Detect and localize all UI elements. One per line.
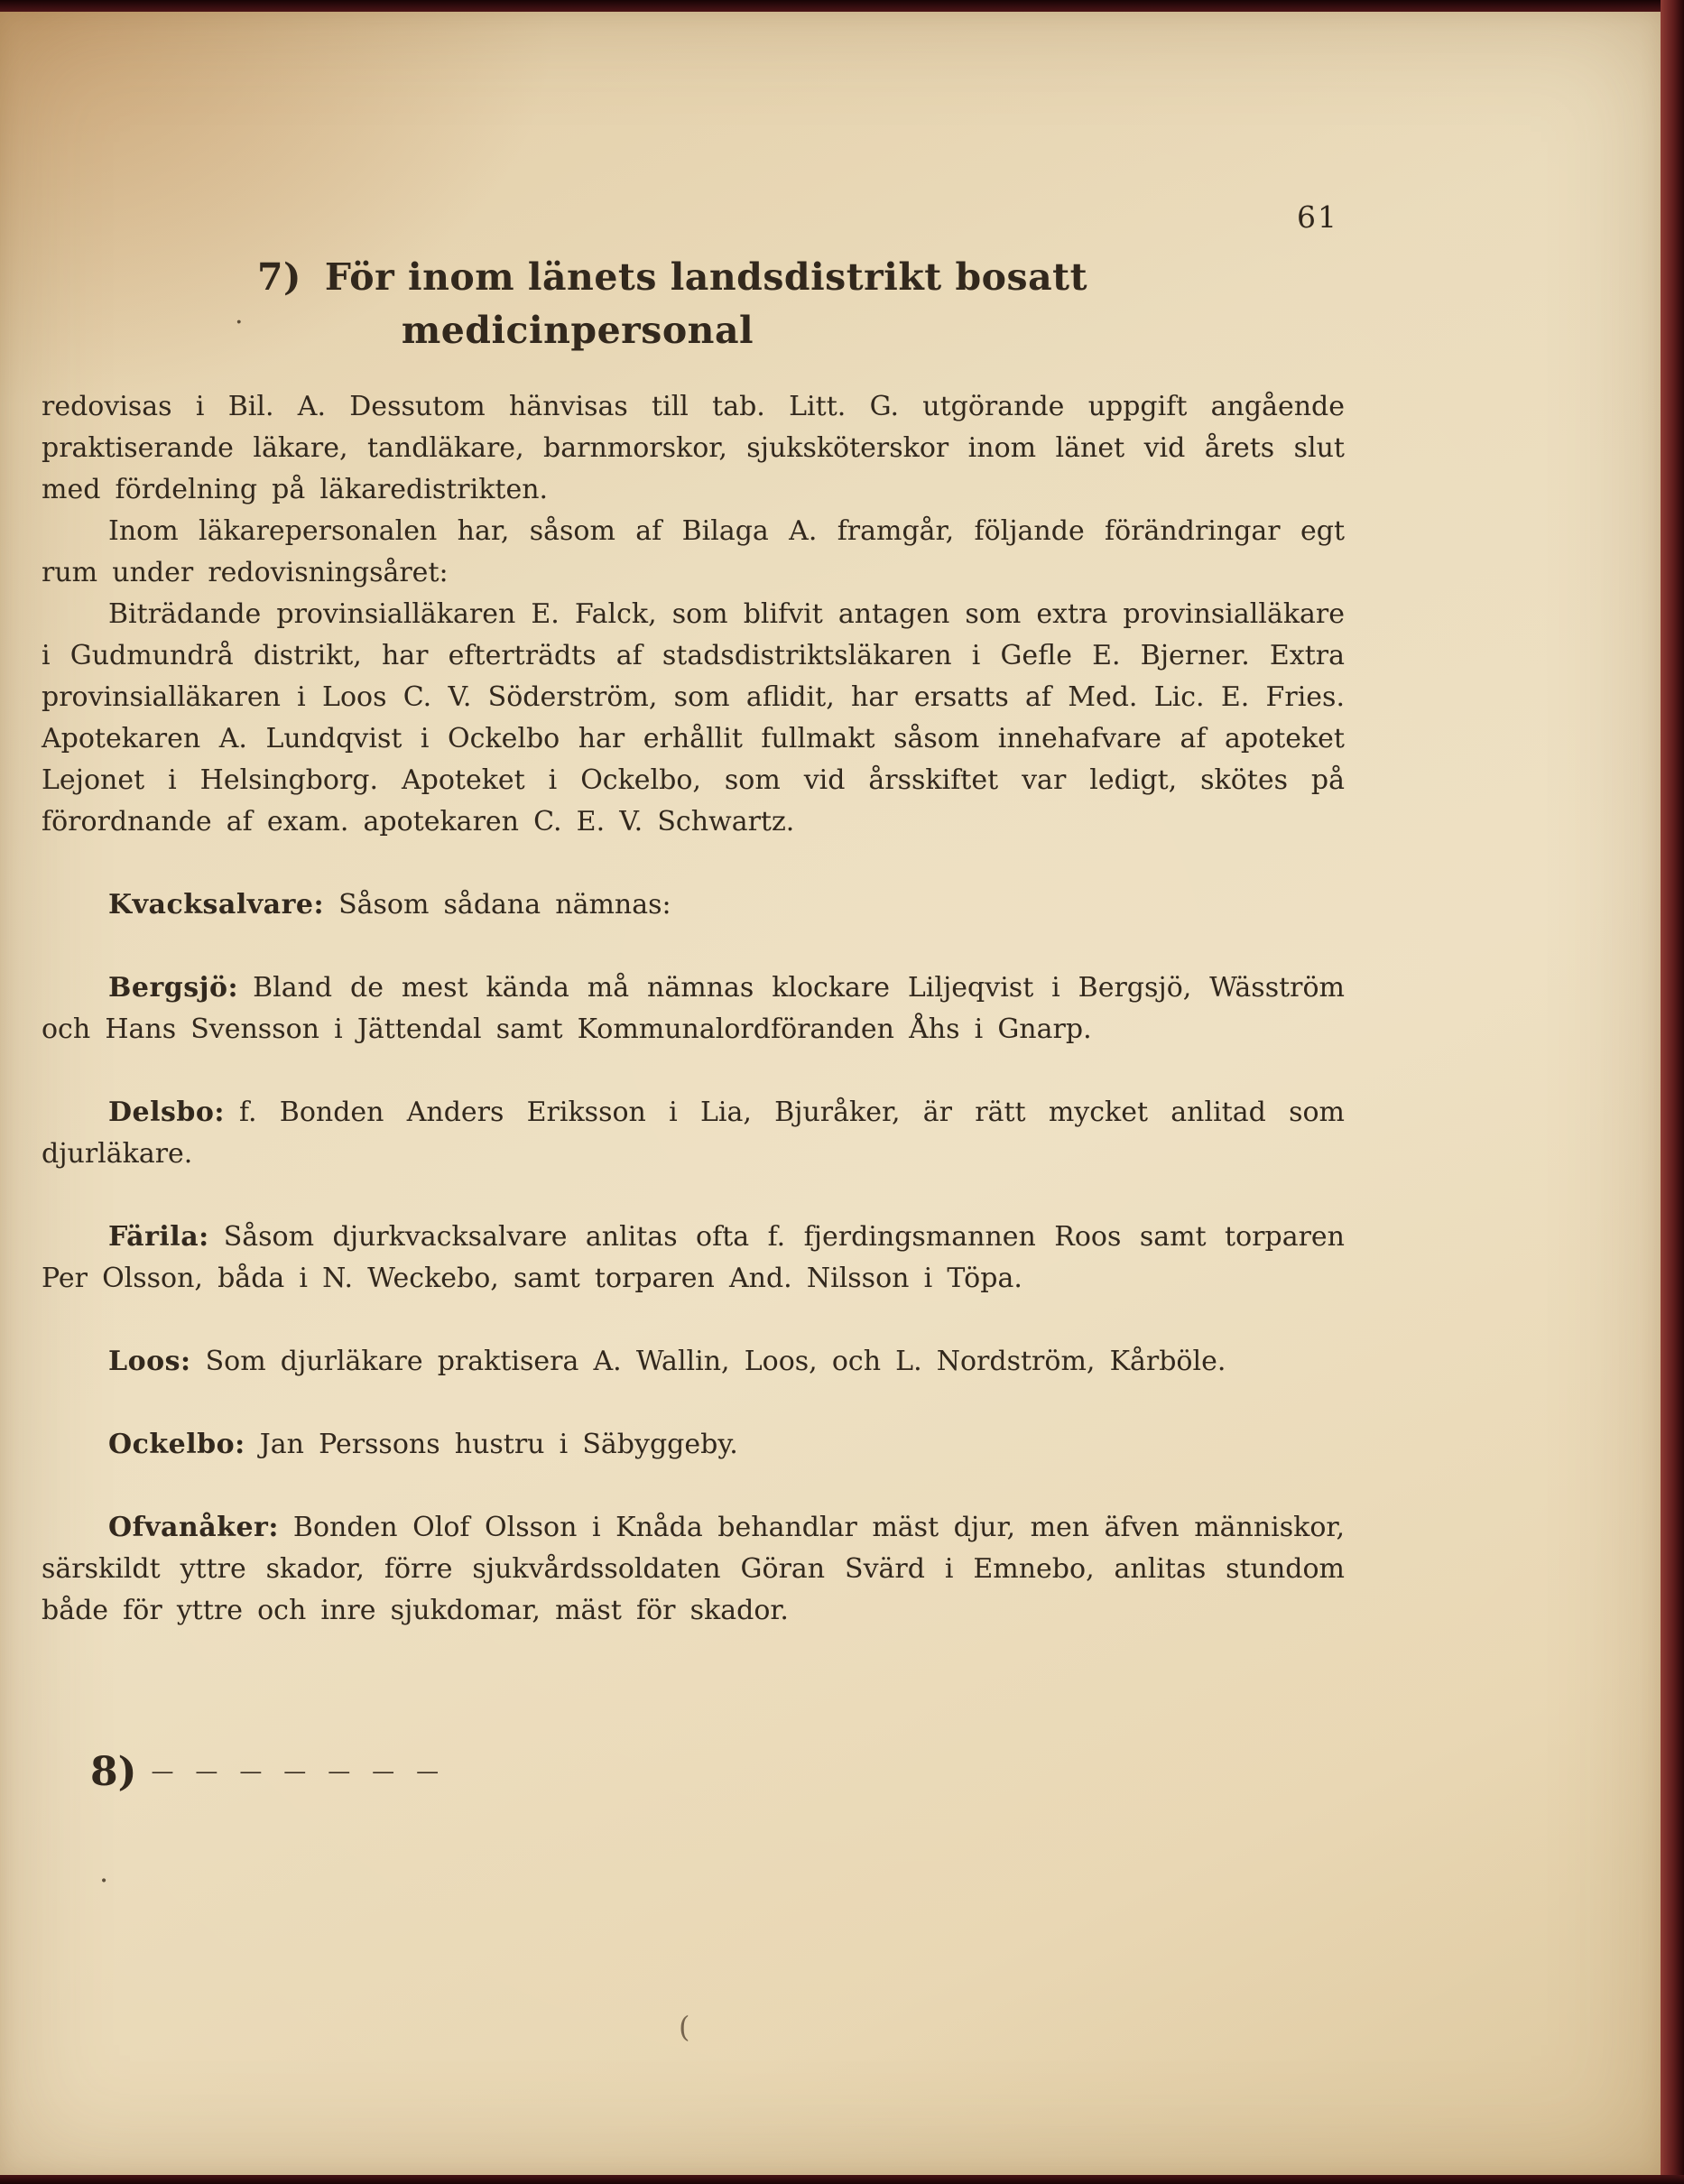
body-text-block: [42, 386, 1345, 1632]
section-paragraph-loos: [42, 1341, 1345, 1383]
section-text: Jan Perssons hustru i Säbyggeby.: [259, 1429, 738, 1460]
heading-line-1: [41, 251, 1304, 304]
page-number: 61: [1297, 199, 1338, 235]
heading-line-2: medicinpersonal: [401, 309, 754, 352]
book-cover-edge-top: [0, 0, 1684, 12]
section-lead: Ockelbo:: [108, 1429, 245, 1460]
section-text: Bonden Olof Olsson i Knåda behandlar mäst djur, men äfven människor, särskildt yttre skador, förre sjukvårdssoldaten Göran Svärd i Emnebo, anlitas stundom både för yttre och inre sjukdomar, mäst för skador.: [42, 1512, 1345, 1626]
section-paragraph-ofvanaker: [42, 1507, 1345, 1632]
intro-paragraph: redovisas i Bil. A. Dessutom hänvisas till tab. Litt. G. utgörande uppgift angående praktiserande läkare, tandläkare, barnmorskor, sjuksköterskor inom länet vid årets slut med fördelning på läkaredistrikten.: [42, 391, 1345, 505]
section-paragraph-farila: [42, 1217, 1345, 1300]
next-item-number: 8): [90, 1749, 137, 1795]
section-heading: [41, 251, 1304, 357]
section-text: f. Bonden Anders Eriksson i Lia, Bjuråker, är rätt mycket anlitad som djurläkare.: [42, 1097, 1345, 1170]
section-paragraph-bergsjo: [42, 967, 1345, 1050]
placeholder-dashes: — — — — — — —: [151, 1758, 443, 1784]
heading-item-number: 7): [256, 255, 301, 299]
section-lead: Loos:: [108, 1346, 191, 1377]
section-lead: Ofvanåker:: [108, 1512, 279, 1543]
section-lead: Bergsjö:: [108, 972, 239, 1004]
ink-speck: .: [235, 299, 244, 330]
section-text: Som djurläkare praktisera A. Wallin, Loos, och L. Nordström, Kårböle.: [205, 1346, 1226, 1377]
section-paragraph-kvacksalvare: [42, 884, 1345, 926]
section-text: Såsom djurkvacksalvare anlitas ofta f. fjerdingsmannen Roos samt torparen Per Olsson, båda i N. Weckebo, samt torparen And. Nilsson i Töpa.: [42, 1221, 1345, 1294]
section-lead: Färila:: [108, 1221, 209, 1253]
book-cover-edge-bottom: [0, 2175, 1684, 2184]
section-text: Såsom sådana nämnas:: [338, 889, 671, 921]
section-lead: Delsbo:: [108, 1097, 225, 1128]
stray-paren-mark: (: [679, 2010, 690, 2044]
intro-paragraph: Inom läkarepersonalen har, såsom af Bilaga A. framgår, följande förändringar egt rum under redovisningsåret:: [42, 515, 1345, 588]
book-cover-edge-right: [1661, 0, 1684, 2184]
page-paper: [0, 12, 1661, 2175]
section-paragraph-delsbo: [42, 1092, 1345, 1175]
ink-speck: .: [99, 1855, 109, 1889]
heading-line-1-text: För inom länets landsdistrikt bosatt: [324, 255, 1088, 299]
intro-paragraph: Biträdande provinsialläkaren E. Falck, som blifvit antagen som extra provinsialläkare i Gudmundrå distrikt, har efterträdts af stadsdistriktsläkaren i Gefle E. Bjerner. Extra provinsialläkaren i Loos C. V. Söderström, som aflidit, har ersatts af Med. Lic. E. Fries. Apotekaren A. Lundqvist i Ockelbo har erhållit fullmakt såsom innehafvare af apoteket Lejonet i Helsingborg. Apoteket i Ockelbo, som vid årsskiftet var ledigt, skötes på förordnande af exam. apotekaren C. E. V. Schwartz.: [42, 598, 1345, 838]
next-item-placeholder: [90, 1749, 442, 1795]
section-paragraph-ockelbo: [42, 1424, 1345, 1466]
section-text: Bland de mest kända må nämnas klockare Liljeqvist i Bergsjö, Wäsström och Hans Svensson i Jättendal samt Kommunalordföranden Åhs i Gnarp.: [42, 972, 1345, 1045]
section-lead: Kvacksalvare:: [108, 889, 325, 921]
